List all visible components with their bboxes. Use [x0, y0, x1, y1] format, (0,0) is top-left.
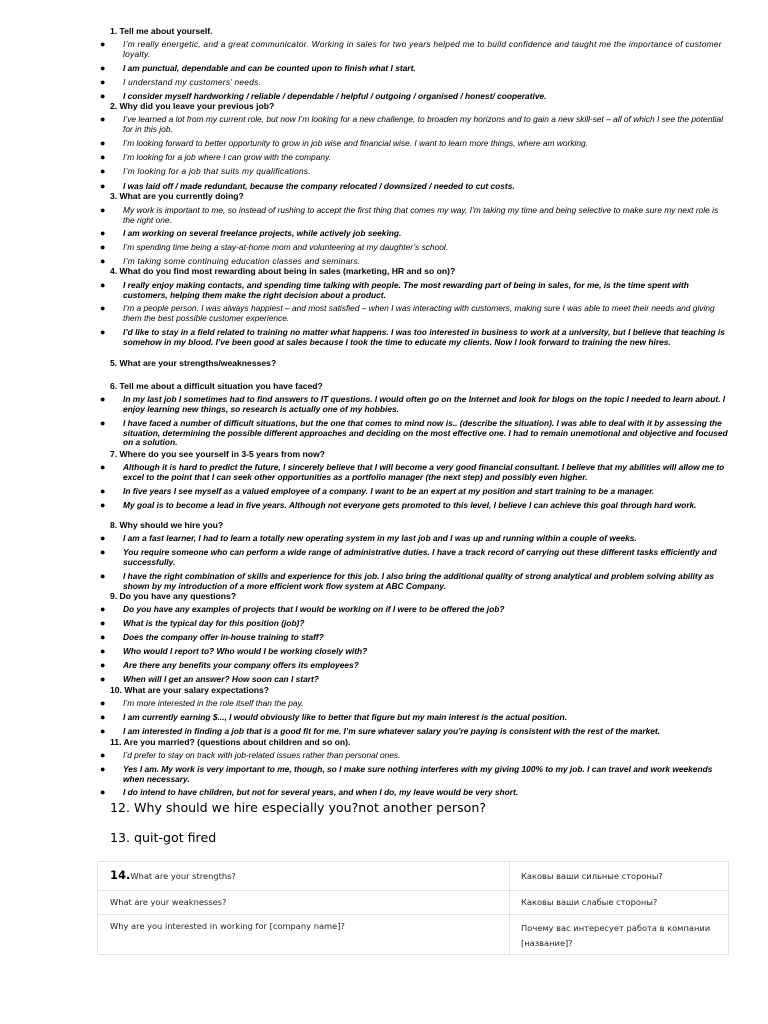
- bullet-icon: [100, 534, 106, 540]
- answer-text: Are there any benefits your company offers its employees?: [123, 660, 359, 670]
- bullet-icon: [100, 751, 106, 757]
- table-row: [98, 862, 729, 891]
- answer-text: I understand my customers’ needs.: [123, 77, 262, 87]
- bullet-icon: [100, 182, 106, 188]
- bullet-icon: [100, 463, 106, 469]
- table-cell-russian: [510, 915, 729, 955]
- bullet-icon: [100, 788, 106, 794]
- bullet-icon: [100, 328, 106, 334]
- answer-text: I am working on several freelance projects, while actively job seeking.: [123, 228, 402, 238]
- question-heading: 3. What are you currently doing?: [110, 191, 244, 201]
- answer-text: What is the typical day for this position (job)?: [123, 618, 305, 628]
- answer-text: Although it is hard to predict the future, I sincerely believe that I will become a very good financial consultant. I believe that my abilities will allow me to excel to the point that I can seek other opportunities as a portfolio manager (the next step) and possibly even higher.: [123, 462, 725, 482]
- bullet-icon: [100, 548, 106, 554]
- bullet-icon: [100, 64, 106, 70]
- question-heading: 4. What do you find most rewarding about being in sales (marketing, HR and so on)?: [110, 266, 456, 276]
- answer-text: Does the company offer in-house training to staff?: [123, 632, 324, 642]
- question-heading: 7. Where do you see yourself in 3-5 years from now?: [110, 449, 325, 459]
- russian-question: Каковы ваши слабые стороны?: [521, 897, 658, 907]
- bullet-icon: [100, 633, 106, 639]
- table-cell-english: [98, 862, 510, 891]
- english-question: What are your strengths?: [130, 871, 236, 881]
- answer-text: I’m spending time being a stay-at-home mom and volunteering at my daughter’s school.: [123, 242, 449, 252]
- bullet-icon: [100, 395, 106, 401]
- question-heading: 8. Why should we hire you?: [110, 520, 224, 530]
- heading-13: 13. quit-got fired: [110, 830, 217, 845]
- table-row: [98, 915, 729, 955]
- answer-text: I’m looking for a job where I can grow with the company.: [123, 152, 331, 162]
- bullet-icon: [100, 281, 106, 287]
- row-number: 14.: [110, 868, 131, 882]
- russian-question: Каковы ваши сильные стороны?: [521, 871, 663, 881]
- bullet-icon: [100, 713, 106, 719]
- bullet-icon: [100, 572, 106, 578]
- bullet-icon: [100, 257, 106, 263]
- answer-text: In five years I see myself as a valued employee of a company. I want to be an expert at my position and start training to be a manager.: [123, 486, 655, 496]
- answer-text: I do intend to have children, but not for several years, and when I do, my leave would be very short.: [123, 787, 519, 797]
- answer-text: I am interested in finding a job that is a good fit for me. I’m sure whatever salary you’re paying is consistent with the rest of the market.: [123, 726, 661, 736]
- answer-text: I’d like to stay in a field related to training no matter what happens. I was too interested in business to work at a university, but I believe that teaching is somehow in my blood. I’ve been good at sales because I took the time to educate my clients. Now I look forward to training the new hires.: [123, 327, 725, 347]
- answer-text: I am currently earning $..., I would obviously like to better that figure but my main interest is the actual position.: [123, 712, 567, 722]
- question-heading: 10. What are your salary expectations?: [110, 685, 270, 695]
- question-heading: 9. Do you have any questions?: [110, 591, 237, 601]
- bullet-icon: [100, 765, 106, 771]
- bullet-icon: [100, 243, 106, 249]
- english-question: Why are you interested in working for [company name]?: [110, 921, 345, 931]
- answer-text: I really enjoy making contacts, and spending time talking with people. The most rewarding part of being in sales, for me, is the time spent with customers, helping them make the right decision about a product.: [123, 280, 689, 300]
- answer-text: I’m a people person. I was always happiest – and most satisfied – when I was interacting with customers, making sure I was able to meet their needs and giving them the best possible customer experience.: [123, 303, 715, 323]
- answer-text: When will I get an answer? How soon can I start?: [123, 674, 319, 684]
- table-row: [98, 891, 729, 915]
- question-heading: 11. Are you married? (questions about children and so on).: [110, 737, 351, 747]
- answer-text: I’m more interested in the role itself than the pay.: [123, 698, 304, 708]
- table-cell-english: [98, 891, 510, 915]
- bullet-icon: [100, 647, 106, 653]
- answer-text: Yes I am. My work is very important to me, though, so I make sure nothing interferes with my giving 100% to my job. I can travel and work weekends when necessary.: [123, 764, 713, 784]
- bullet-icon: [100, 675, 106, 681]
- answer-text: My work is important to me, so instead of rushing to accept the first thing that comes my way, I’m taking my time and being selective to make sure my next role is the right one.: [123, 205, 719, 225]
- answer-text: I have the right combination of skills and experience for this job. I also bring the additional quality of strong analytical and problem solving ability as shown by my introduction of a more efficient work flow system at ABC Company.: [123, 571, 715, 591]
- answer-text: Who would I report to? Who would I be working closely with?: [123, 646, 368, 656]
- bullet-icon: [100, 501, 106, 507]
- table-cell-english: [98, 915, 510, 955]
- bullet-icon: [100, 115, 106, 121]
- bullet-icon: [100, 40, 106, 46]
- bullet-icon: [100, 167, 106, 173]
- bullet-icon: [100, 419, 106, 425]
- table-cell-russian: [510, 862, 729, 891]
- answer-text: I was laid off / made redundant, because the company relocated / downsized / needed to cut costs.: [123, 181, 515, 191]
- answer-text: I am punctual, dependable and can be counted upon to finish what I start.: [123, 63, 416, 73]
- answer-text: I consider myself hardworking / reliable / dependable / helpful / outgoing / organised / honest/ cooperative.: [123, 91, 547, 101]
- question-heading: 5. What are your strengths/weaknesses?: [110, 358, 277, 368]
- question-heading: 6. Tell me about a difficult situation you have faced?: [110, 381, 323, 391]
- answer-text: I’m really energetic, and a great communicator. Working in sales for two years helped me to build confidence and taught me the importance of customer loyalty.: [123, 39, 722, 59]
- question-heading: 2. Why did you leave your previous job?: [110, 101, 275, 111]
- bullet-icon: [100, 229, 106, 235]
- answer-text: I have faced a number of difficult situations, but the one that comes to mind now is.. (describe the situation). I was able to deal with it by assessing the situation, determining the possible different approaches and deciding on the most effective one. I had to remain unemotional and objective and focused on a solution.: [123, 418, 728, 448]
- bullet-icon: [100, 605, 106, 611]
- bullet-icon: [100, 153, 106, 159]
- answer-text: I’m looking forward to better opportunity to grow in job wise and financial wise. I want to learn more things, where am working.: [123, 138, 589, 148]
- answer-text: I’ve learned a lot from my current role, but now I’m looking for a new challenge, to broaden my horizons and to gain a new skill-set – all of which I see the potential for in this job.: [123, 114, 724, 134]
- bullet-icon: [100, 727, 106, 733]
- bullet-icon: [100, 78, 106, 84]
- bullet-icon: [100, 92, 106, 98]
- answer-text: My goal is to become a lead in five years. Although not everyone gets promoted to this level, I believe I can achieve this goal through hard work.: [123, 500, 697, 510]
- bullet-icon: [100, 139, 106, 145]
- answer-text: In my last job I sometimes had to find answers to IT questions. I would often go on the Internet and look for blogs on the topic I needed to learn about. I enjoy learning new things, so research is actually one of my hobbies.: [123, 394, 726, 414]
- answer-text: I’d prefer to stay on track with job-related issues rather than personal ones.: [123, 750, 401, 760]
- heading-12: 12. Why should we hire especially you?not another person?: [110, 800, 487, 815]
- bullet-icon: [100, 699, 106, 705]
- answer-text: I am a fast learner, I had to learn a totally new operating system in my last job and I was up and running within a couple of weeks.: [123, 533, 637, 543]
- bullet-icon: [100, 487, 106, 493]
- english-question: What are your weaknesses?: [110, 897, 227, 907]
- table-cell-russian: [510, 891, 729, 915]
- answer-text: I’m looking for a job that suits my qualifications.: [123, 166, 311, 176]
- answer-text: Do you have any examples of projects that I would be working on if I were to be offered the job?: [123, 604, 505, 614]
- russian-question: Почему вас интересует работа в компании [название]?: [521, 923, 711, 948]
- bullet-icon: [100, 304, 106, 310]
- answer-text: I’m taking some continuing education classes and seminars.: [123, 256, 361, 266]
- translation-table: [97, 861, 729, 955]
- answer-text: You require someone who can perform a wide range of administrative duties. I have a track record of carrying out these different tasks efficiently and successfully.: [123, 547, 717, 567]
- bullet-icon: [100, 661, 106, 667]
- question-heading: 1. Tell me about yourself.: [110, 26, 213, 36]
- bullet-icon: [100, 619, 106, 625]
- bullet-icon: [100, 206, 106, 212]
